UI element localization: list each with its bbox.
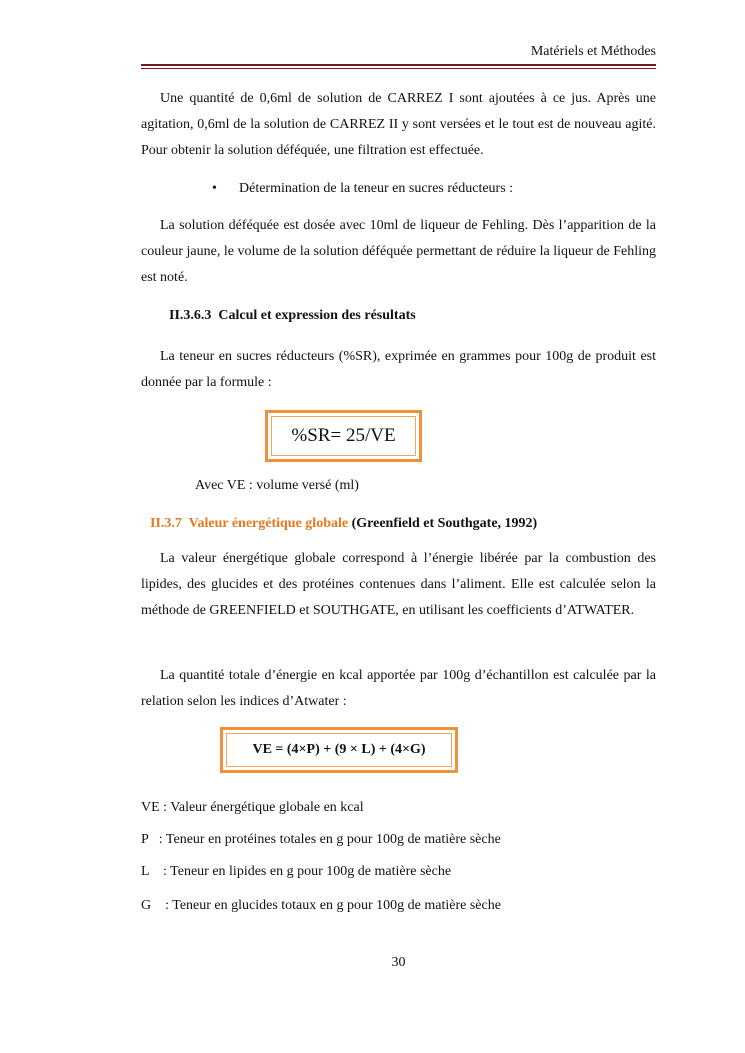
paragraph-quantite: La quantité totale d’énergie en kcal apportée par 100g d’échantillon est calculée par la relation selon les indices d’Atwater : — [141, 668, 656, 709]
paragraph-valeur: La valeur énergétique globale correspond à l’énergie libérée par la combustion des lipides, des glucides et des protéines contenues dans l’aliment. Elle est calculée selon la méthode de GREENFIELD et SOUTHGATE, en utilisant les coefficients d’ATWATER. — [141, 551, 656, 618]
section-title: Valeur énergétique globale — [188, 516, 349, 531]
formula-box-sr — [265, 410, 422, 462]
section-citation: (Greenfield et Southgate, 1992) — [351, 516, 538, 531]
header-rule — [141, 64, 656, 66]
paragraph-fehling: La solution déféquée est dosée avec 10ml de liqueur de Fehling. Dès l’apparition de la couleur jaune, le volume de la solution déféquée permettant de réduire la liqueur de Fehling est noté. — [141, 218, 656, 285]
page-number: 30 — [391, 955, 406, 970]
section-heading-37 — [150, 513, 537, 535]
paragraph-carrez: Une quantité de 0,6ml de solution de CARREZ I sont ajoutées à ce jus. Après une agitation, 0,6ml de la solution de CARREZ II y sont versées et le tout est de nouveau agité. Pour obtenir la solution déféquée, une filtration est effectuée. — [141, 91, 656, 158]
paragraph-teneur: La teneur en sucres réducteurs (%SR), exprimée en grammes pour 100g de produit est donnée par la formule : — [141, 349, 656, 390]
page-header: Matériels et Méthodes — [530, 44, 656, 59]
definition-ve: VE : Valeur énergétique globale en kcal — [141, 800, 364, 815]
header-rule-thin — [141, 68, 656, 69]
definition-p: P : Teneur en protéines totales en g pour 100g de matière sèche — [141, 832, 501, 847]
formula-box-ve — [220, 727, 458, 773]
ve-definition-note: Avec VE : volume versé (ml) — [195, 478, 359, 493]
definition-g: G : Teneur en glucides totaux en g pour 100g de matière sèche — [141, 898, 501, 913]
bullet-item: Détermination de la teneur en sucres réducteurs : — [239, 181, 514, 196]
section-number: II.3.7 — [150, 516, 182, 531]
section-number: II.3.6.3 — [169, 308, 212, 323]
bullet-icon: • — [212, 181, 217, 196]
definition-l: L : Teneur en lipides en g pour 100g de matière sèche — [141, 864, 452, 879]
formula-ve: VE = (4×P) + (9 × L) + (4×G) — [226, 733, 452, 767]
section-title: Calcul et expression des résultats — [218, 308, 416, 323]
formula-sr: %SR= 25/VE — [271, 416, 416, 456]
section-heading-363 — [169, 305, 416, 327]
